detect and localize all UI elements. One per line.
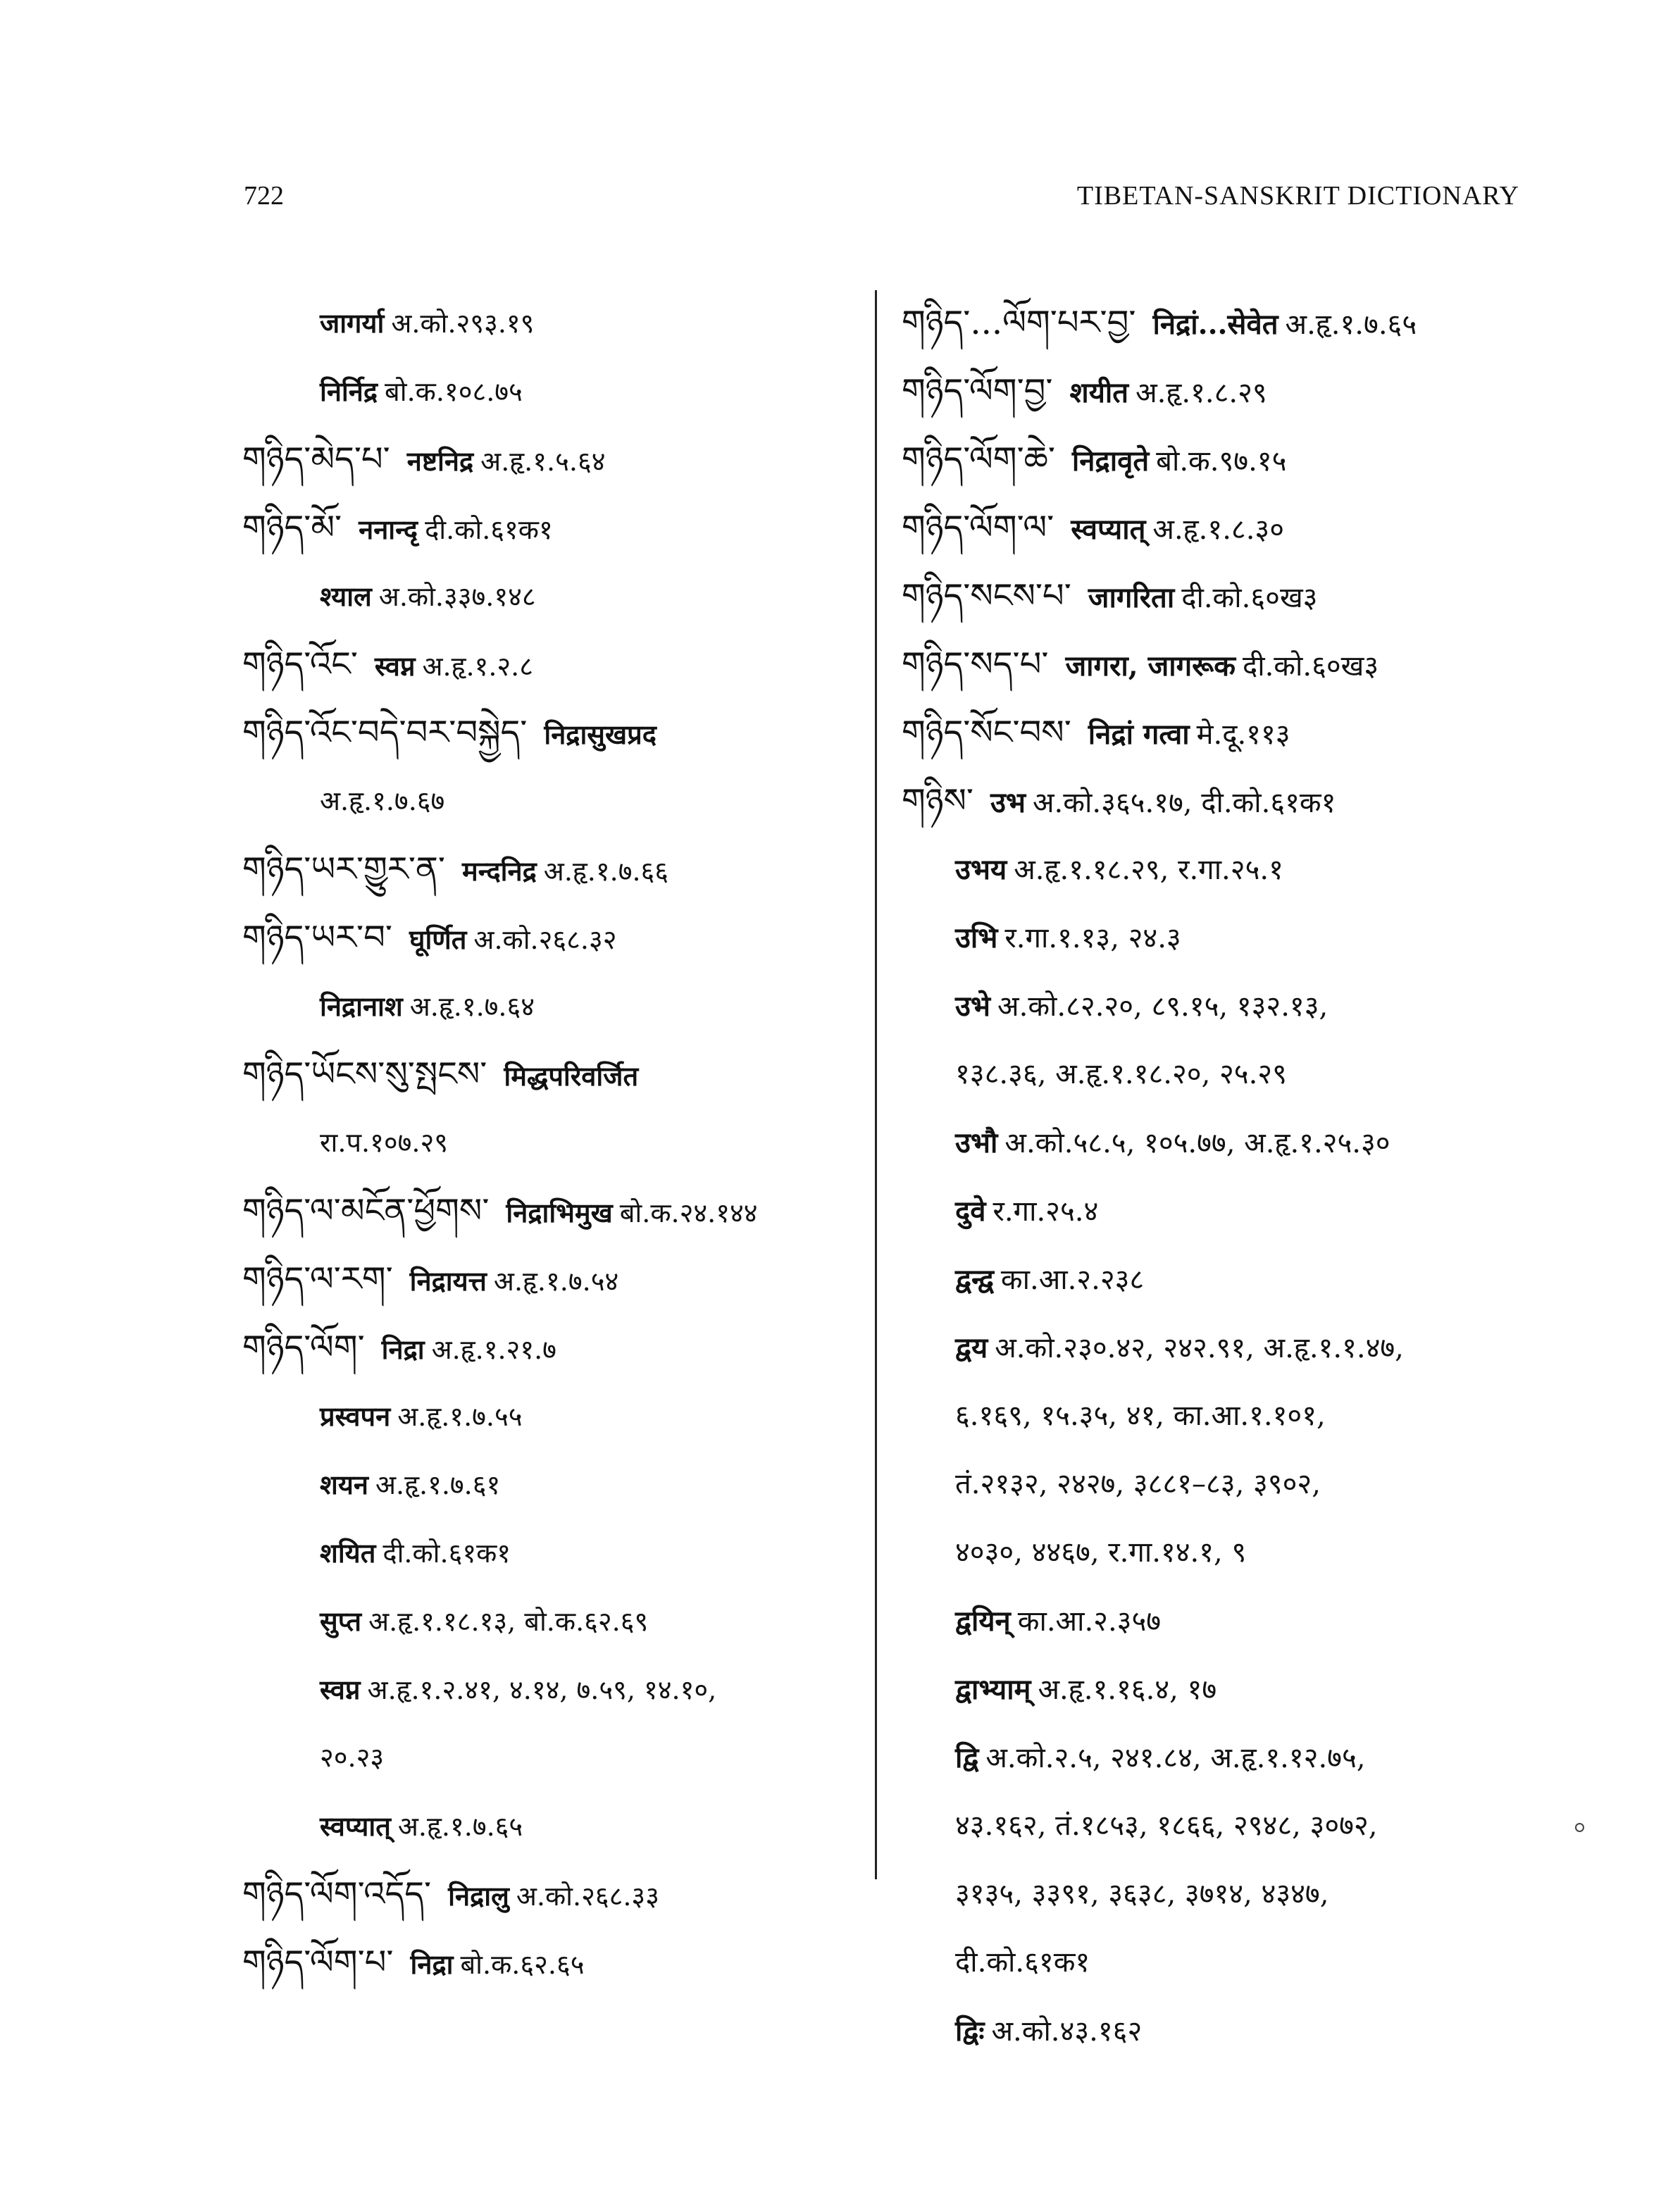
source-reference: अ.हृ.१.७.५५ bbox=[397, 1401, 523, 1432]
sanskrit-equivalent: द्वि bbox=[955, 1741, 979, 1774]
sanskrit-equivalent: निद्रासुखप्रद bbox=[544, 718, 657, 750]
tibetan-headword: གཉིས་ bbox=[902, 781, 973, 821]
entry-line bbox=[242, 972, 862, 1040]
entry-line bbox=[902, 630, 1536, 699]
entry-line bbox=[242, 767, 862, 835]
entry-line bbox=[242, 1792, 862, 1860]
entry-line bbox=[242, 357, 862, 425]
entry-line bbox=[242, 630, 862, 699]
entry-line bbox=[242, 835, 862, 904]
entry-line bbox=[902, 1314, 1536, 1382]
stray-dot bbox=[1575, 1823, 1584, 1832]
sanskrit-equivalent: निद्राभिमुख bbox=[506, 1197, 613, 1228]
source-reference: बो.क.९७.१५ bbox=[1156, 445, 1287, 478]
tibetan-headword: གཉིད་འོང་བདེ་བར་བསྐྱེད་ bbox=[242, 713, 528, 752]
source-reference: अ.हृ.१.१८.१३, बो.क.६२.६९ bbox=[368, 1606, 649, 1637]
running-title: TIBETAN-SANSKRIT DICTIONARY bbox=[1076, 181, 1519, 211]
source-reference: अ.हृ.१.१८.२९, र.गा.२५.१ bbox=[1014, 854, 1283, 886]
sanskrit-equivalent: दुवे bbox=[955, 1195, 986, 1228]
source-reference: दी.को.६०ख३ bbox=[1181, 582, 1318, 614]
sanskrit-equivalent: निद्रा bbox=[381, 1333, 425, 1365]
source-reference: अ.हृ.१.७.६६ bbox=[543, 856, 669, 887]
sanskrit-equivalent: शयित bbox=[320, 1537, 376, 1569]
sanskrit-equivalent: उभे bbox=[955, 990, 991, 1023]
entry-line bbox=[902, 972, 1536, 1040]
sanskrit-equivalent: ननान्दृ bbox=[359, 513, 418, 545]
source-reference: अ.हृ.१.७.६१ bbox=[375, 1469, 501, 1500]
sanskrit-equivalent: द्विः bbox=[955, 2015, 985, 2048]
entry-line bbox=[242, 1040, 862, 1109]
sanskrit-equivalent: मन्दनिद्र bbox=[462, 855, 537, 887]
source-reference: बो.क.१०८.७५ bbox=[385, 376, 523, 407]
entry-line bbox=[242, 1245, 862, 1314]
sanskrit-equivalent: सुप्त bbox=[320, 1605, 362, 1637]
sanskrit-equivalent: नष्टनिद्र bbox=[406, 445, 474, 477]
entry-line bbox=[902, 835, 1536, 904]
sanskrit-equivalent: प्रस्वपन bbox=[320, 1400, 391, 1432]
source-reference: अ.को.२६८.३२ bbox=[473, 924, 617, 955]
entry-line bbox=[242, 1929, 862, 1997]
entry-line bbox=[242, 1177, 862, 1245]
source-reference: अ.हृ.१.७.६७ bbox=[320, 785, 445, 816]
entry-line bbox=[902, 1519, 1536, 1587]
entry-line bbox=[242, 562, 862, 630]
source-reference: अ.को.२६८.३३ bbox=[516, 1881, 659, 1912]
entry-line bbox=[902, 1109, 1536, 1177]
sanskrit-equivalent: निद्रावृते bbox=[1071, 444, 1150, 478]
tibetan-headword: གཉིད་སོང་བས་ bbox=[902, 713, 1071, 752]
source-reference: अ.हृ.१.८.३० bbox=[1152, 513, 1285, 546]
source-reference: अ.हृ.१.८.२९ bbox=[1135, 377, 1267, 409]
sanskrit-equivalent: निद्रायत्त bbox=[409, 1265, 487, 1297]
source-reference: अ.हृ.१.७.६५ bbox=[1285, 309, 1417, 341]
tibetan-headword: གཉིད་ཡར་བ་ bbox=[242, 918, 392, 957]
sanskrit-equivalent: स्वप्न bbox=[374, 650, 416, 682]
sanskrit-equivalent: श्याल bbox=[320, 580, 372, 612]
sanskrit-equivalent: निद्रां...सेवेत bbox=[1152, 308, 1278, 341]
entry-line bbox=[902, 1997, 1536, 2065]
tibetan-headword: གཉིད་སངས་པ་ bbox=[902, 576, 1071, 616]
entry-line bbox=[242, 289, 862, 357]
source-reference: अ.हृ.१.१६.४, १७ bbox=[1038, 1674, 1217, 1706]
entry-line bbox=[902, 767, 1536, 835]
entry-line bbox=[242, 1519, 862, 1587]
tibetan-headword: གཉིད་ལོག་འདོད་ bbox=[242, 1874, 432, 1914]
entry-line bbox=[902, 1040, 1536, 1109]
source-reference: र.गा.१.१३, २४.३ bbox=[1004, 922, 1181, 954]
source-reference: अ.हृ.१.७.६४ bbox=[409, 991, 535, 1022]
source-reference: तं.२१३२, २४२७, ३८८१–८३, ३९०२, bbox=[955, 1468, 1321, 1500]
tibetan-headword: གཉིད་ལོག་ལ་ bbox=[902, 508, 1054, 547]
entry-line bbox=[902, 1177, 1536, 1245]
sanskrit-equivalent: शयन bbox=[320, 1469, 368, 1500]
sanskrit-equivalent: उभौ bbox=[955, 1126, 998, 1159]
sanskrit-equivalent: मिद्धपरिवर्जित bbox=[504, 1060, 639, 1092]
entry-line bbox=[902, 425, 1536, 494]
sanskrit-equivalent: जागरिता bbox=[1088, 581, 1175, 614]
source-reference: अ.को.५८.५, १०५.७७, अ.हृ.१.२५.३० bbox=[1004, 1127, 1390, 1159]
entry-line bbox=[242, 1860, 862, 1929]
entry-line bbox=[902, 562, 1536, 630]
tibetan-headword: གཉིད་ལ་རག་ bbox=[242, 1259, 393, 1299]
source-reference: बो.क.२४.१४४ bbox=[619, 1197, 758, 1228]
tibetan-headword: གཉིད་མོ་ bbox=[242, 508, 342, 547]
sanskrit-equivalent: उभि bbox=[955, 921, 998, 954]
entry-line bbox=[242, 1109, 862, 1177]
entry-line bbox=[902, 699, 1536, 767]
entry-line bbox=[242, 425, 862, 494]
entry-line bbox=[902, 1245, 1536, 1314]
entry-line bbox=[902, 1792, 1536, 1860]
source-reference: का.आ.२.३५७ bbox=[1017, 1605, 1162, 1638]
source-reference: अ.हृ.१.२.४१, ४.१४, ७.५९, १४.१०, bbox=[367, 1674, 717, 1705]
source-reference: अ.को.३६५.१७, दी.को.६१क१ bbox=[1033, 787, 1336, 819]
entry-line bbox=[902, 1587, 1536, 1655]
entry-line bbox=[242, 1724, 862, 1792]
tibetan-headword: གཉིད་ཡར་གྱུར་ན་ bbox=[242, 849, 446, 889]
tibetan-headword: གཉིད་ལོག་ bbox=[242, 1328, 365, 1367]
entry-line bbox=[242, 1587, 862, 1655]
entry-line bbox=[242, 1655, 862, 1724]
entry-line bbox=[902, 1929, 1536, 1997]
sanskrit-equivalent: जागर्या bbox=[320, 307, 385, 339]
source-reference: का.आ.२.२३८ bbox=[1000, 1264, 1145, 1296]
sanskrit-equivalent: द्वय bbox=[955, 1331, 988, 1364]
entry-line bbox=[902, 1860, 1536, 1929]
source-reference: मे.दू.११३ bbox=[1196, 718, 1290, 751]
source-reference: अ.को.२९३.१९ bbox=[391, 308, 535, 339]
entry-line bbox=[242, 494, 862, 562]
sanskrit-equivalent: निद्रानाश bbox=[320, 990, 403, 1022]
source-reference: १३८.३६, अ.हृ.१.१८.२०, २५.२९ bbox=[955, 1058, 1287, 1090]
sanskrit-equivalent: द्वाभ्याम् bbox=[955, 1673, 1031, 1706]
entry-line bbox=[242, 904, 862, 972]
sanskrit-equivalent: स्वप्न bbox=[320, 1674, 361, 1705]
source-reference: दी.को.६०ख३ bbox=[1242, 650, 1379, 683]
column-divider bbox=[875, 290, 877, 1879]
source-reference: अ.को.२३०.४२, २४२.९१, अ.हृ.१.१.४७, bbox=[995, 1332, 1404, 1364]
tibetan-headword: གཉིད་ལ་མངོན་ཕྱོགས་ bbox=[242, 1191, 490, 1231]
left-column bbox=[242, 289, 862, 1997]
sanskrit-equivalent: निद्रालु bbox=[448, 1880, 509, 1912]
tibetan-headword: གཉིད་ལོག་པ་ bbox=[242, 1943, 394, 1982]
source-reference: दी.को.६१क१ bbox=[382, 1538, 511, 1569]
sanskrit-equivalent: स्वप्यात् bbox=[320, 1810, 391, 1842]
sanskrit-equivalent: शयीत bbox=[1069, 376, 1129, 409]
sanskrit-equivalent: जागरा, जागरूक bbox=[1065, 649, 1236, 683]
entry-line bbox=[242, 699, 862, 767]
tibetan-headword: གཉིད་...ལོག་པར་བྱ་ bbox=[902, 303, 1136, 342]
entry-line bbox=[902, 357, 1536, 425]
sanskrit-equivalent: निद्रां गत्वा bbox=[1088, 718, 1190, 751]
sanskrit-equivalent: निद्रा bbox=[410, 1948, 454, 1980]
source-reference: अ.हृ.१.५.६४ bbox=[480, 446, 606, 477]
tibetan-headword: གཉིད་འོང་ bbox=[242, 645, 358, 684]
source-reference: २०.२३ bbox=[320, 1742, 385, 1773]
source-reference: ६.१६९, १५.३५, ४१, का.आ.१.१०१, bbox=[955, 1400, 1326, 1432]
tibetan-headword: གཉིད་མེད་པ་ bbox=[242, 440, 390, 479]
source-reference: ४३.१६२, तं.१८५३, १८६६, २९४८, ३०७२, bbox=[955, 1810, 1378, 1842]
source-reference: अ.हृ.१.७.५४ bbox=[493, 1266, 619, 1297]
source-reference: अ.हृ.१.२.८ bbox=[422, 651, 533, 682]
entry-line bbox=[902, 904, 1536, 972]
source-reference: बो.क.६२.६५ bbox=[460, 1949, 585, 1980]
entry-line bbox=[902, 1655, 1536, 1724]
source-reference: दी.को.६१क१ bbox=[955, 1946, 1090, 1979]
source-reference: अ.हृ.१.२१.७ bbox=[431, 1334, 556, 1365]
source-reference: अ.को.३३७.१४८ bbox=[378, 581, 536, 612]
source-reference: अ.हृ.१.७.६५ bbox=[397, 1811, 523, 1842]
source-reference: अ.को.८२.२०, ८९.१५, १३२.१३, bbox=[997, 990, 1329, 1023]
entry-line bbox=[902, 1724, 1536, 1792]
entry-line bbox=[242, 1450, 862, 1519]
tibetan-headword: གཉིད་ལོག་བྱ་ bbox=[902, 371, 1053, 411]
sanskrit-equivalent: द्वन्द्व bbox=[955, 1263, 994, 1296]
sanskrit-equivalent: द्वयिन् bbox=[955, 1605, 1011, 1638]
source-reference: ४०३०, ४४६७, र.गा.१४.१, ९ bbox=[955, 1536, 1247, 1569]
source-reference: दी.को.६१क१ bbox=[425, 514, 553, 545]
tibetan-headword: གཉིད་སད་པ་ bbox=[902, 645, 1049, 684]
source-reference: अ.को.४३.१६२ bbox=[991, 2015, 1143, 2048]
source-reference: र.गा.२५.४ bbox=[993, 1195, 1099, 1228]
entry-line bbox=[902, 1382, 1536, 1450]
source-reference: रा.प.१०७.२९ bbox=[320, 1127, 449, 1158]
entry-line bbox=[902, 1450, 1536, 1519]
tibetan-headword: གཉིད་ཡོངས་སུ་སྤངས་ bbox=[242, 1054, 487, 1094]
entry-line bbox=[902, 289, 1536, 357]
sanskrit-equivalent: निर्निद्र bbox=[320, 375, 378, 407]
source-reference: ३१३५, ३३९१, ३६३८, ३७१४, ४३४७, bbox=[955, 1878, 1329, 1910]
entry-line bbox=[242, 1382, 862, 1450]
entry-line bbox=[242, 1314, 862, 1382]
tibetan-headword: གཉིད་ལོག་ཆེ་ bbox=[902, 440, 1055, 479]
sanskrit-equivalent: स्वप्यात् bbox=[1071, 513, 1146, 546]
right-column bbox=[902, 289, 1536, 2065]
sanskrit-equivalent: उभ bbox=[990, 786, 1026, 819]
source-reference: अ.को.२.५, २४१.८४, अ.हृ.१.१२.७५, bbox=[985, 1742, 1366, 1774]
sanskrit-equivalent: उभय bbox=[955, 853, 1007, 886]
page-number: 722 bbox=[244, 181, 284, 211]
entry-line bbox=[902, 494, 1536, 562]
sanskrit-equivalent: घूर्णित bbox=[409, 923, 467, 955]
